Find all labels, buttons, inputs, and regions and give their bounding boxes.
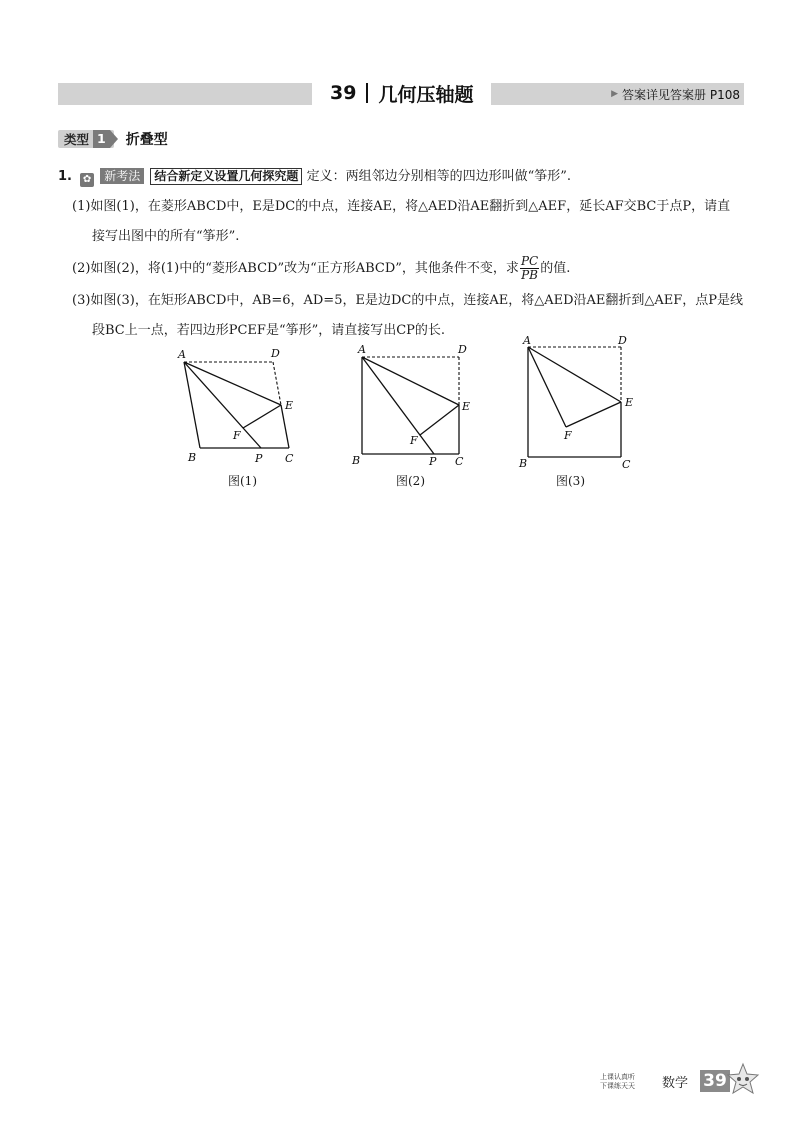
figure-1-rhombus: [175, 342, 315, 467]
page-number: 39: [700, 1070, 730, 1092]
figure-2-square: [350, 340, 485, 470]
label-e: E: [625, 396, 634, 409]
type-badge: [58, 130, 114, 148]
question-2-text-post: 的值.: [540, 261, 571, 276]
chapter-title: 几何压轴题: [378, 83, 474, 106]
question-3-line-2: 段BC上一点，若四边形PCEF是“筝形”，请直接写出CP的长.: [92, 323, 446, 338]
side-ab: [184, 362, 200, 448]
label-d: D: [271, 347, 280, 360]
label-c: C: [455, 455, 464, 468]
type-number: 1: [93, 130, 110, 148]
page-title: [312, 76, 491, 110]
label-f: F: [233, 429, 241, 442]
segment-ae: [528, 347, 621, 402]
segment-af: [528, 347, 566, 427]
label-f: F: [410, 434, 418, 447]
label-a: A: [523, 334, 531, 347]
label-a: A: [178, 348, 186, 361]
subject-label: 数学: [662, 1076, 689, 1091]
question-1-line-2: 接写出图中的所有“筝形”.: [92, 229, 240, 244]
fraction-numerator: PC: [520, 254, 539, 268]
segment-ef: [420, 405, 459, 435]
label-b: B: [188, 451, 197, 464]
problem-number: 1.: [58, 169, 72, 184]
label-e: E: [462, 400, 471, 413]
question-1-line-1: (1)如图(1)，在菱形ABCD中，E是DC的中点，连接AE，将△AED沿AE翻折到△AEF，延长AF交BC于点P，请直: [72, 199, 731, 214]
star-mascot-icon: [726, 1062, 760, 1098]
problem-1: [58, 162, 748, 346]
fraction-denominator: PB: [521, 268, 539, 282]
figure-3-rectangle: [515, 333, 650, 473]
label-b: B: [352, 454, 361, 467]
figure-1-caption: 图(1): [228, 474, 257, 488]
figure-3-caption: 图(3): [556, 474, 585, 488]
segment-ef: [566, 402, 621, 427]
flower-icon: ✿: [80, 173, 94, 187]
segment-ef: [243, 405, 281, 428]
segment-ae: [184, 362, 281, 405]
segment-ap: [184, 362, 261, 448]
label-p: P: [429, 455, 437, 468]
question-2-text-pre: (2)如图(2)，将(1)中的“菱形ABCD”改为“正方形ABCD”，其他条件不变，求: [72, 261, 519, 276]
problem-intro-line: [58, 162, 748, 192]
question-2-line: [58, 252, 748, 286]
topic-tag: 结合新定义设置几何探究题: [150, 168, 302, 185]
answer-reference: [611, 85, 740, 103]
label-p: P: [255, 452, 263, 465]
footer-slogan: [600, 1073, 635, 1091]
answer-ref-text: 答案详见答案册 P108: [622, 87, 740, 102]
fraction-pc-pb: [520, 255, 539, 282]
label-b: B: [519, 457, 528, 470]
label-e: E: [285, 399, 294, 412]
type-heading: [58, 129, 168, 149]
slogan-line-2: 下课练天天: [600, 1082, 635, 1090]
new-method-tag: 新考法: [100, 168, 144, 184]
definition-text: 定义：两组邻边分别相等的四边形叫做“筝形”.: [306, 169, 572, 184]
figure-2-caption: 图(2): [396, 474, 425, 488]
dashed-de: [273, 362, 281, 405]
label-d: D: [618, 334, 627, 347]
slogan-line-1: 上课认真听: [600, 1073, 635, 1081]
chapter-number: 39: [330, 82, 357, 104]
segment-ap: [362, 357, 434, 454]
segment-ae: [362, 357, 459, 405]
label-c: C: [622, 458, 631, 471]
question-3-line-1: (3)如图(3)，在矩形ABCD中，AB=6，AD=5，E是边DC的中点，连接AE，将△AED沿AE翻折到△AEF，点P是线: [72, 293, 744, 308]
title-divider: [366, 83, 368, 103]
page-footer: [600, 1068, 760, 1098]
type-label: 类型: [64, 132, 90, 147]
label-f: F: [564, 429, 572, 442]
label-a: A: [358, 343, 366, 356]
triangle-icon: ▶: [611, 89, 619, 99]
label-c: C: [285, 452, 294, 465]
label-d: D: [458, 343, 467, 356]
type-name: 折叠型: [125, 132, 168, 148]
